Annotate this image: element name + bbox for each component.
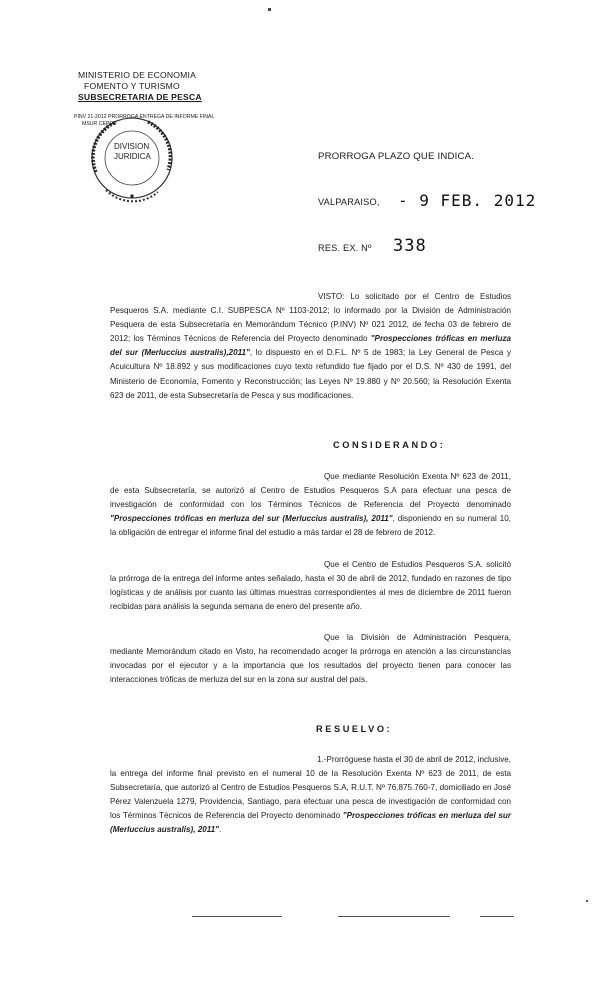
resuelvo-heading: RESUELVO: — [316, 724, 393, 734]
scan-mark-right — [586, 900, 588, 902]
considerando-paragraph-1 — [110, 470, 511, 540]
division-juridica-stamp — [86, 112, 178, 204]
subsecretaria-name: SUBSECRETARIA DE PESCA — [78, 92, 202, 102]
considerando-heading: CONSIDERANDO: — [333, 440, 446, 450]
stamp-division: DIVISION — [114, 142, 150, 151]
considerando-paragraph-2 — [110, 558, 511, 614]
date-stamp: - 9 FEB. 2012 — [398, 191, 537, 210]
reference-code-2: MSUR CEPES — [82, 121, 117, 127]
stamp-juridica: JURIDICA — [114, 152, 151, 161]
visto-text-2: , lo dispuesto en el D.F.L. Nº 5 de 1983; la Ley General de Pesca y Acuicultura Nº 18.892 y sus modificaciones cuyo texto refundido fue fijado por el D.S. Nº 430 de 1991, del Ministerio de Economía, Fomento y Reconstrucción; las Leyes Nº 19.880 y Nº 20.560; la Resolución Exenta 623 de 2011, de esta Subsecretaría de Pesca y sus modificaciones. — [110, 348, 511, 400]
considerando-1-text-a: Que mediante Resolución Exenta Nº 623 de 2011, de esta Subsecretaría, se autorizó al Centro de Estudios Pesqueros S.A para efectuar una pesca de investigación de conformidad con los Términos Técnicos de Referencia del Proyecto denominado — [110, 472, 511, 510]
considerando-1-text-b: , disponiendo en su numeral 10, la obligación de entregar el informe final del estudio a más tardar el 28 de febrero de 2012. — [110, 514, 511, 538]
reference-code: PINV 21-2012 PRORROGA ENTREGA DE INFORME FINAL — [74, 114, 215, 120]
resuelvo-1-project-title: "Prospecciones tróficas en merluza del sur (Merluccius australis), 2011" — [110, 811, 511, 835]
visto-paragraph — [110, 290, 511, 403]
considerando-paragraph-3 — [110, 631, 511, 687]
resuelvo-1-text-b: . — [218, 825, 222, 835]
place-label: VALPARAISO, — [318, 197, 380, 207]
visto-project-title: "Prospecciones tróficas en merluza del sur (Merluccius australis),2011" — [110, 334, 512, 358]
bottom-rule-middle — [338, 916, 450, 917]
considerando-2-text: Que el Centro de Estudios Pesqueros S.A. solicitó la prórroga de la entrega del informe antes señalado, hasta el 30 de abril de 2012, fundado en razones de tipo logísticas y de análisis por cuanto las últimas muestras correspondientes al mes de diciembre de 2011 fueron recibidas para análisis la segunda semana de enero del presente año. — [110, 560, 511, 612]
visto-text-1: Lo solicitado por el Centro de Estudios Pesqueros S.A. mediante C.I. SUBPESCA Nº 1103-2012; lo informado por la División de Administración Pesquera de esta Subsecretaría en Memorándum Técnico (P.INV) Nº 021 2012, de fecha 03 de febrero de 2012; los Términos Técnicos de Referencia del Proyecto denominado — [110, 292, 511, 344]
considerando-1-project-title: "Prospecciones tróficas en merluza del sur (Merluccius australis), 2011" — [110, 514, 393, 524]
scan-mark — [268, 8, 271, 11]
resolution-number: 338 — [393, 236, 427, 256]
document-subject: PRORROGA PLAZO QUE INDICA. — [318, 151, 475, 162]
ministry-subname: FOMENTO Y TURISMO — [84, 81, 180, 91]
resuelvo-paragraph-1 — [110, 753, 511, 838]
bottom-rule-left — [192, 916, 282, 917]
resuelvo-1-text-a: 1.-Prorróguese hasta el 30 de abril de 2012, inclusive, la entrega del informe final previsto en el numeral 10 de la Resolución Exenta Nº 623 de 2011, de esta Subsecretaría, que autorizó al Centro de Estudios Pesqueros S.A, R.U.T. Nº 76.875.760-7, domiciliado en José Pérez Valenzuela 1279, Providencia, Santiago, para efectuar una pesca de investigación de conformidad con los Términos Técnicos de Referencia del Proyecto denominado — [110, 755, 511, 821]
visto-label: VISTO: — [318, 292, 345, 301]
considerando-3-text: Que la División de Administración Pesquera, mediante Memorándum citado en Visto, ha recomendado acoger la prórroga en atención a las circunstancias invocadas por el ejecutor y a la importancia que los resultados del proyecto tienen para conocer las interacciones tróficas de merluza del sur en la zona sur austral del país. — [110, 633, 511, 685]
bottom-rule-right — [480, 916, 514, 917]
ministry-header — [78, 70, 218, 103]
ministry-name: MINISTERIO DE ECONOMIA — [78, 70, 197, 80]
resolution-label: RES. EX. Nº — [318, 243, 372, 253]
